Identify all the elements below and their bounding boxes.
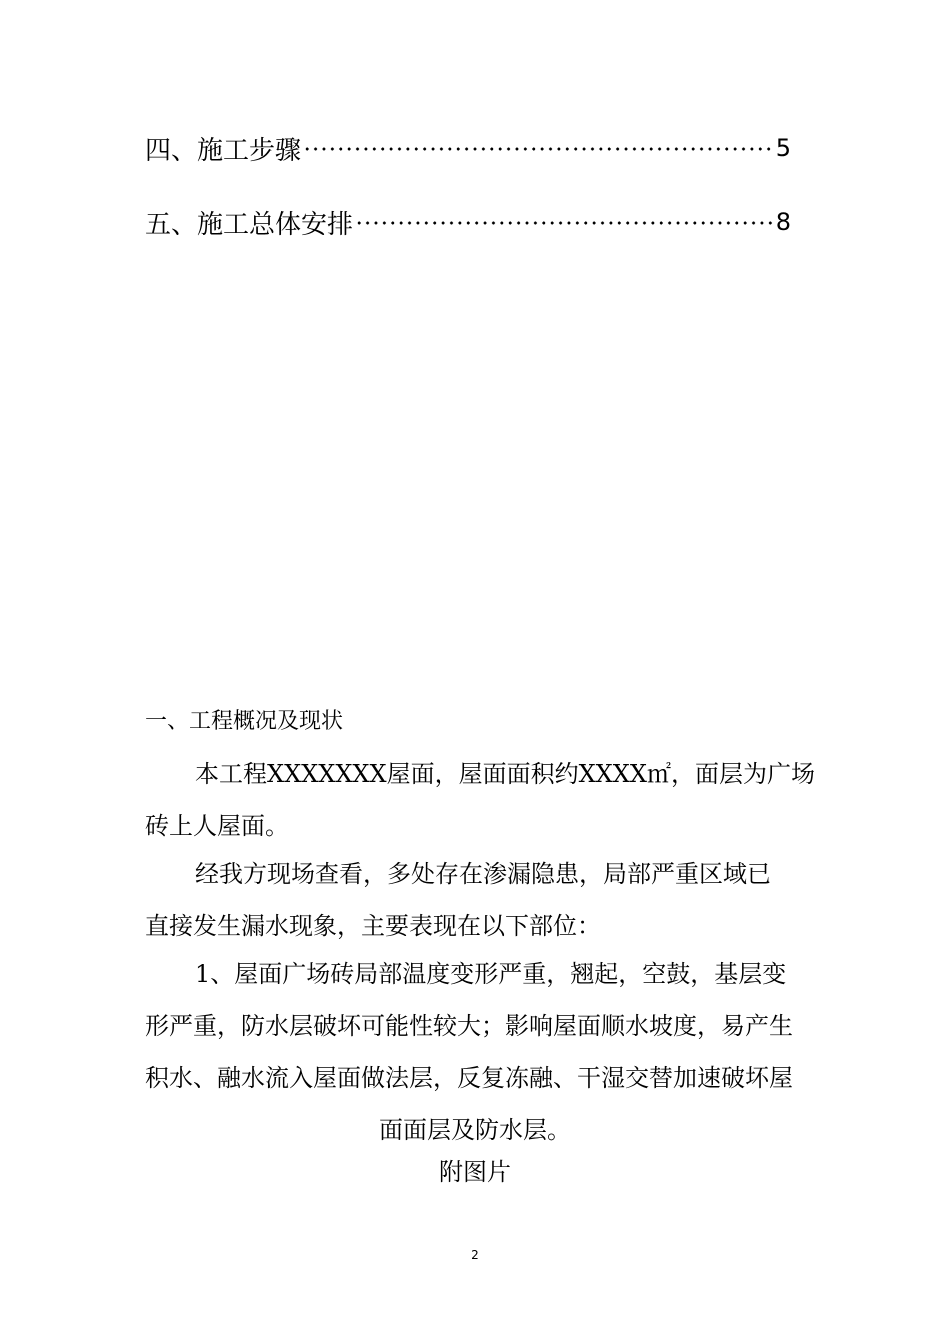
toc-entry-title: 五、施工总体安排	[145, 209, 354, 240]
paragraph-line: 1、屋面广场砖局部温度变形严重，翘起，空鼓，基层变	[195, 960, 787, 988]
paragraph-line: 砖上人屋面。	[145, 812, 289, 840]
paragraph-overview	[145, 748, 815, 852]
page-number: 2	[471, 1248, 479, 1262]
toc-entry-page: 8	[775, 208, 791, 236]
toc-leader-dots	[355, 221, 774, 225]
paragraph-line: 本工程XXXXXXX屋面，屋面面积约XXXX㎡，面层为广场	[195, 760, 815, 788]
paragraph-line: 形严重，防水层破坏可能性较大；影响屋面顺水坡度，易产生	[145, 1012, 793, 1040]
figure-caption: 附图片	[439, 1158, 511, 1186]
paragraph-line: 面面层及防水层。	[379, 1116, 571, 1144]
toc-entry-title: 四、施工步骤	[145, 135, 302, 166]
paragraph-line: 经我方现场查看，多处存在渗漏隐患，局部严重区域已	[195, 860, 771, 888]
paragraph-line: 积水、融水流入屋面做法层，反复冻融、干湿交替加速破坏屋	[145, 1064, 793, 1092]
paragraph-line: 直接发生漏水现象，主要表现在以下部位：	[145, 912, 601, 940]
toc-entry	[145, 128, 791, 168]
section-heading: 一、工程概况及现状	[145, 709, 344, 734]
toc-entry	[145, 202, 791, 242]
toc-leader-dots	[303, 147, 774, 151]
paragraph-issue-1	[145, 948, 805, 1156]
toc-entry-page: 5	[775, 134, 791, 162]
paragraph-inspection	[145, 848, 805, 952]
